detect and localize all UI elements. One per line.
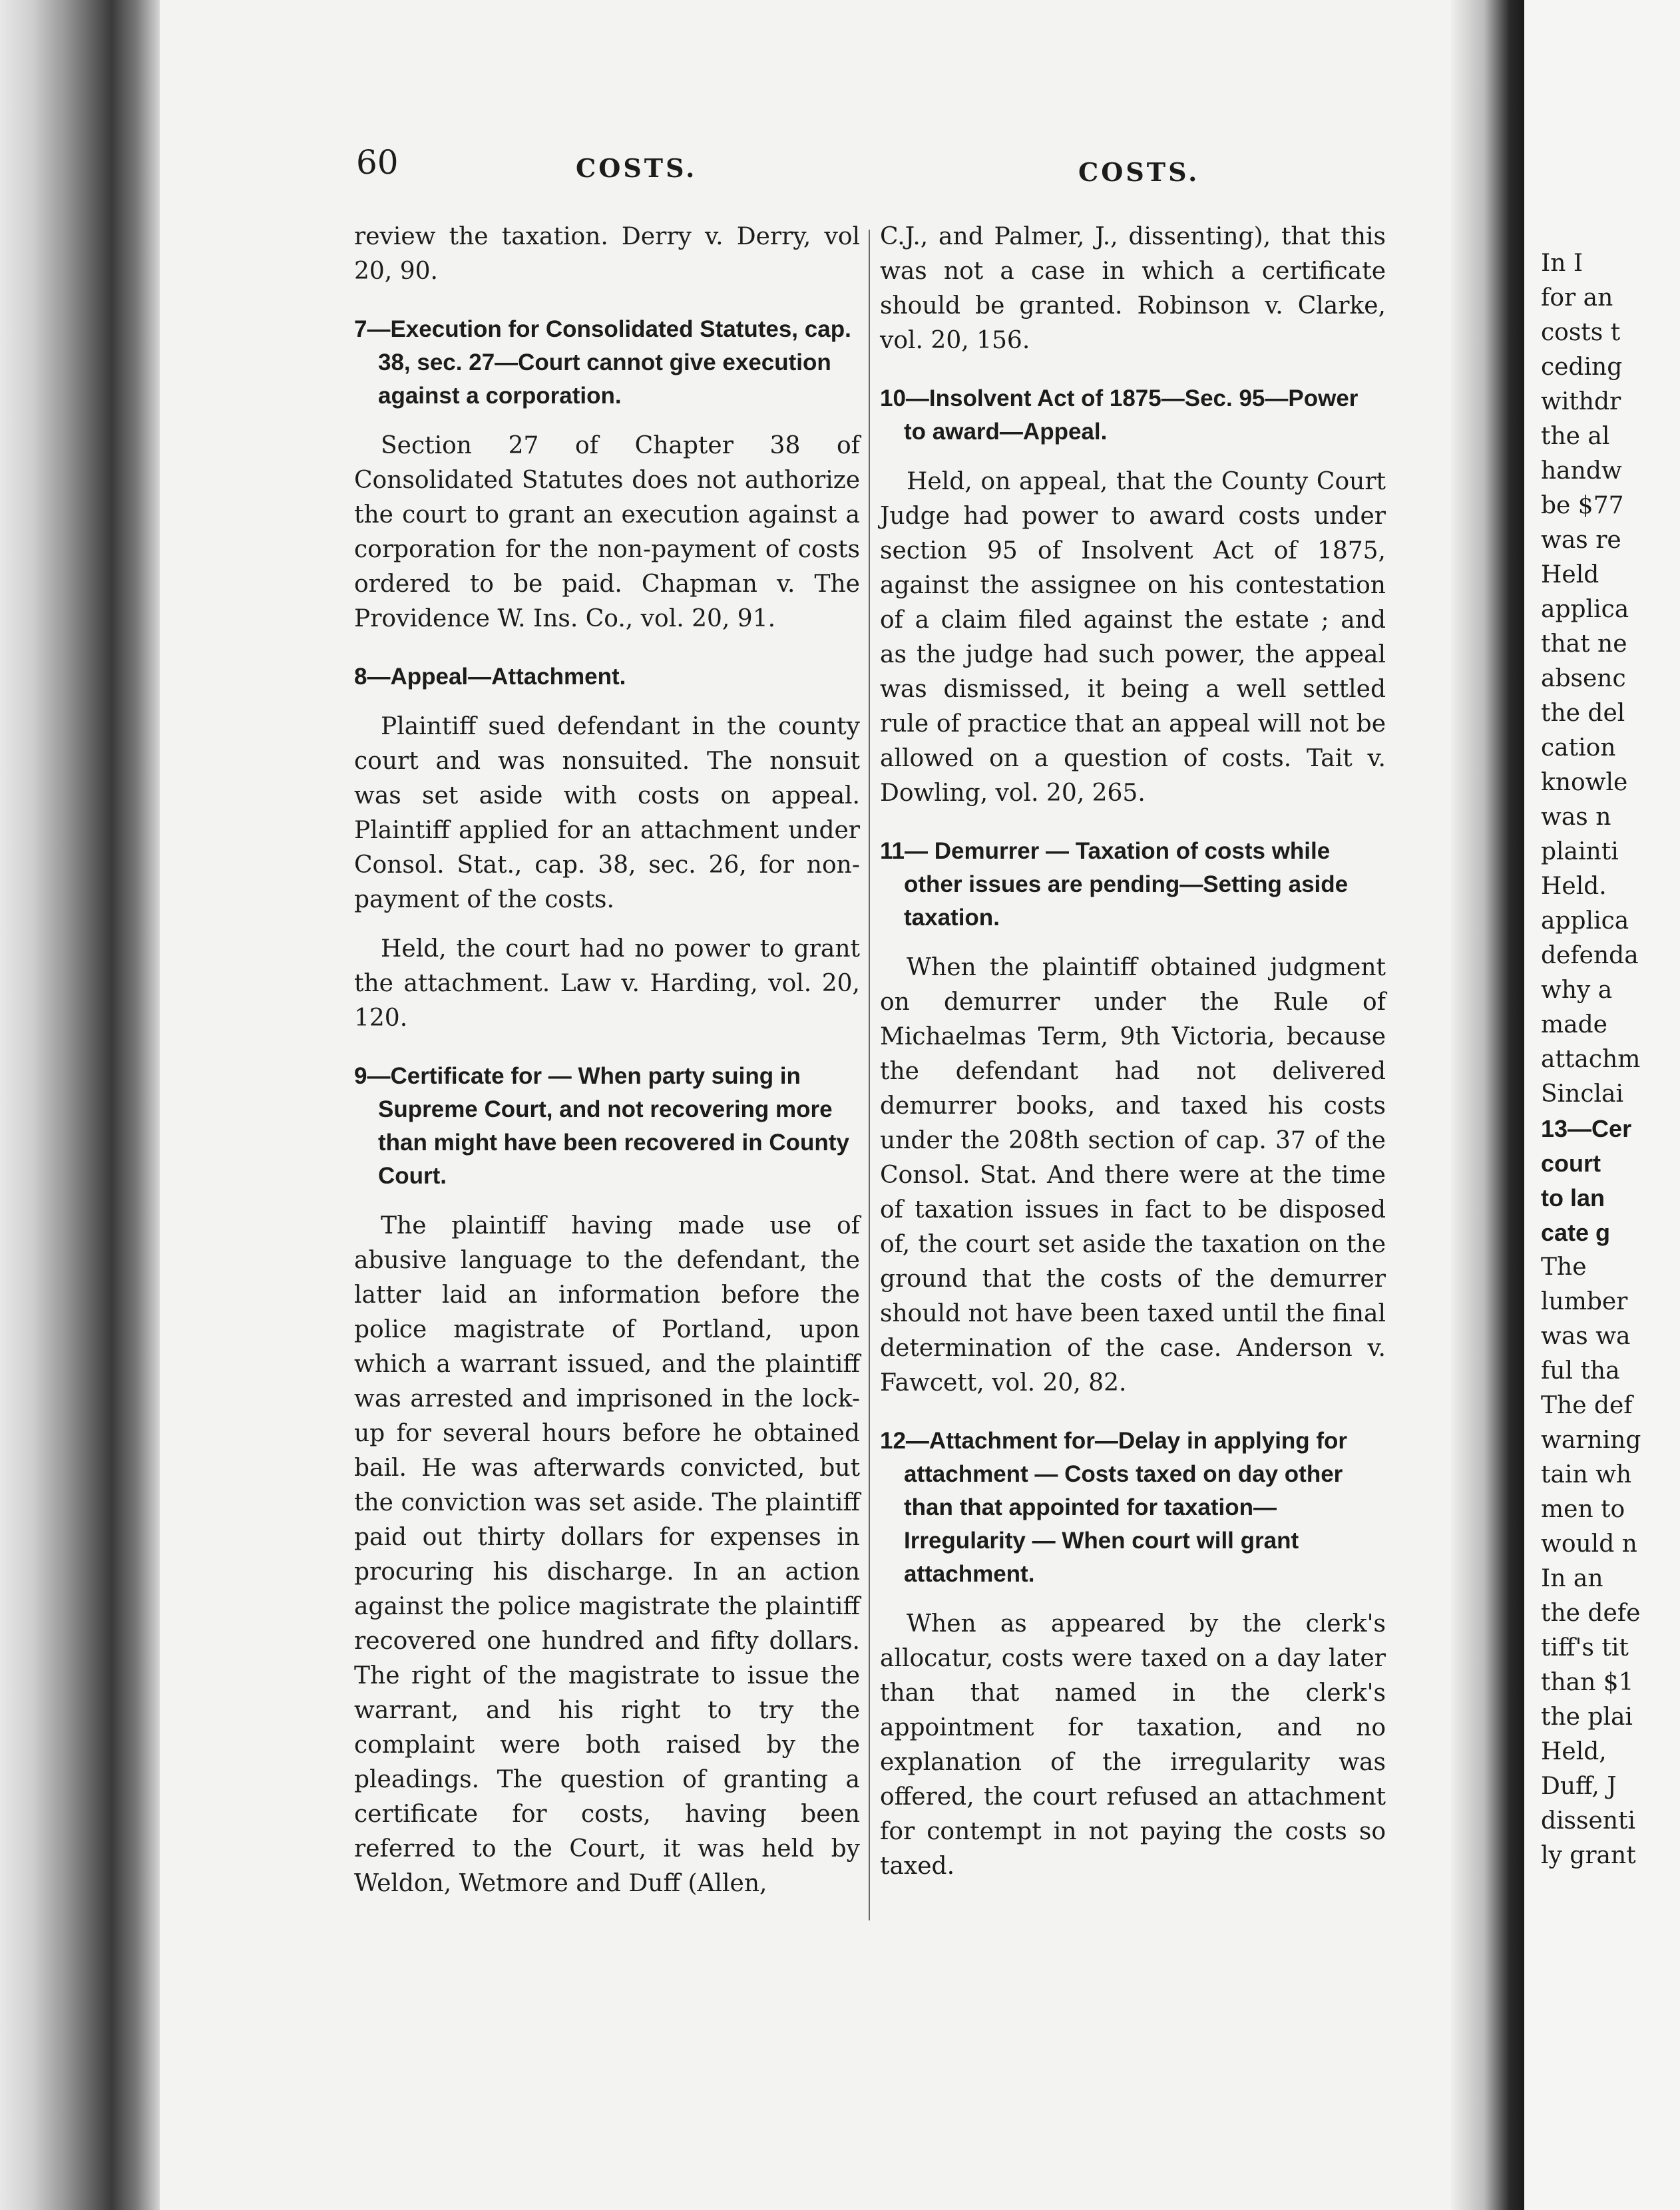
facing-line: would n <box>1541 1530 1637 1558</box>
heading-7: 7—Execution for Consolidated Statutes, cap. 38, sec. 27—Court cannot give execution against a corporation. <box>354 316 851 409</box>
facing-line: Held, <box>1541 1738 1607 1765</box>
facing-line: was re <box>1541 527 1621 554</box>
running-head-right: COSTS. <box>1078 157 1200 187</box>
facing-line: ceding <box>1541 353 1623 381</box>
page-number: 60 <box>356 143 399 182</box>
heading-12: 12—Attachment for—Delay in applying for attachment — Costs taxed on day other than that appointed for taxation—Irregularity — When court will grant attachment. <box>880 1428 1348 1587</box>
facing-line: In I <box>1541 250 1583 277</box>
running-head-left: COSTS. <box>576 153 698 183</box>
facing-line: Sinclai <box>1541 1080 1624 1108</box>
facing-line: cation <box>1541 734 1616 762</box>
facing-line: that ne <box>1541 630 1627 658</box>
facing-line: the plai <box>1541 1703 1633 1731</box>
facing-line: tain wh <box>1541 1461 1632 1488</box>
facing-line: to lan <box>1541 1184 1605 1212</box>
facing-line: applica <box>1541 596 1629 623</box>
paragraph-7: Section 27 of Chapter 38 of Consolidated Statutes does not authorize the court to grant an execution against a corporation for the non-payment of costs ordered to be paid. Chapman v. The Providence W. Ins. Co., vol. 20, 91. <box>354 432 860 632</box>
facing-line: The <box>1541 1253 1587 1281</box>
facing-page-text <box>1541 246 1641 1873</box>
left-column <box>354 220 860 1916</box>
facing-line: ly grant <box>1541 1842 1636 1869</box>
right-column <box>880 220 1386 1898</box>
facing-line: dissenti <box>1541 1807 1635 1835</box>
facing-line: defenda <box>1541 942 1639 969</box>
facing-line: why a <box>1541 977 1613 1004</box>
column-divider <box>869 230 870 1920</box>
book-edge <box>0 0 160 2210</box>
facing-line: made <box>1541 1011 1607 1038</box>
facing-line: 13—Cer <box>1541 1115 1632 1142</box>
facing-line: than $1 <box>1541 1669 1634 1696</box>
facing-line: Held <box>1541 561 1599 588</box>
paragraph-continued: C.J., and Palmer, J., dissenting), that this was not a case in which a certificate should be granted. Robinson v. Clarke, vol. 20, 156. <box>880 223 1386 354</box>
facing-line: lumber <box>1541 1288 1628 1315</box>
facing-line: tiff's tit <box>1541 1634 1629 1661</box>
facing-page <box>1524 0 1680 2210</box>
facing-line: court <box>1541 1150 1601 1177</box>
paragraph-11: When the plaintiff obtained judgment on demurrer under the Rule of Michaelmas Term, 9th Victoria, because the defendant had not delivered demurrer books, and taxed his costs under the 208th section of cap. 37 of the Consol. Stat. And there were at the time of taxation issues in fact to be disposed of, the court set aside the taxation on the ground that the costs of the demurrer should not have been taxed until the final determination of the case. Anderson v. Fawcett, vol. 20, 82. <box>880 954 1386 1397</box>
facing-line: Duff, J <box>1541 1773 1617 1800</box>
facing-line: for an <box>1541 284 1613 312</box>
paragraph-8a: Plaintiff sued defendant in the county court and was nonsuited. The nonsuit was set aside with costs on appeal. Plaintiff applied for an attachment under Consol. Stat., cap. 38, sec. 26, for non-payment of the costs. <box>354 713 860 913</box>
facing-line: was wa <box>1541 1323 1631 1350</box>
paragraph-10: Held, on appeal, that the County Court Judge had power to award costs under section 95 of Insolvent Act of 1875, against the assignee on his contestation of a claim filed against the estate ; and as the judge had such power, the appeal was dismissed, it being a well settled rule of practice that an appeal will not be allowed on a question of costs. Tait v. Dowling, vol. 20, 265. <box>880 468 1386 807</box>
facing-line: withdr <box>1541 388 1621 415</box>
facing-line: was n <box>1541 803 1611 831</box>
heading-10: 10—Insolvent Act of 1875—Sec. 95—Power to award—Appeal. <box>880 385 1359 445</box>
paragraph-intro: review the taxation. Derry v. Derry, vol 20, 90. <box>354 223 860 285</box>
facing-line: costs t <box>1541 319 1621 346</box>
facing-line: be $77 <box>1541 492 1624 519</box>
facing-line: men to <box>1541 1496 1625 1523</box>
facing-line: the al <box>1541 423 1610 450</box>
paragraph-12: When as appeared by the clerk's allocatur, costs were taxed on a day later than that named in the clerk's appointment for taxation, and no explanation of the irregularity was offered, the court refused an attachment for contempt in not paying the costs so taxed. <box>880 1610 1386 1880</box>
book-gutter <box>1451 0 1524 2210</box>
facing-line: attachm <box>1541 1046 1641 1073</box>
paragraph-9: The plaintiff having made use of abusive language to the defendant, the latter laid an information before the police magistrate of Portland, upon which a warrant issued, and the plaintiff was arrested and imprisoned in the lock-up for several hours before he obtained bail. He was afterwards convicted, but the conviction was set aside. The plaintiff paid out thirty dollars for expenses in procuring his discharge. In an action against the police magistrate the plaintiff recovered one hundred and fifty dollars. The right of the magistrate to issue the warrant, and his right to try the complaint were both raised by the pleadings. The question of granting a certificate for costs, having been referred to the Court, it was held by Weldon, Wetmore and Duff (Allen, <box>354 1212 860 1897</box>
heading-11: 11— Demurrer — Taxation of costs while other issues are pending—Setting aside taxation. <box>880 838 1349 931</box>
facing-line: plainti <box>1541 838 1619 865</box>
facing-line: applica <box>1541 907 1629 935</box>
paragraph-8b: Held, the court had no power to grant the attachment. Law v. Harding, vol. 20, 120. <box>354 935 860 1032</box>
heading-9: 9—Certificate for — When party suing in Supreme Court, and not recovering more than might have been recovered in County Court. <box>354 1063 849 1189</box>
facing-line: absenc <box>1541 665 1626 692</box>
facing-line: Held. <box>1541 873 1607 900</box>
facing-line: ful tha <box>1541 1357 1620 1385</box>
facing-line: handw <box>1541 457 1622 485</box>
facing-line: the defe <box>1541 1600 1641 1627</box>
facing-line: The def <box>1541 1392 1633 1419</box>
heading-8: 8—Appeal—Attachment. <box>354 664 626 690</box>
facing-line: knowle <box>1541 769 1628 796</box>
facing-line: warning <box>1541 1427 1641 1454</box>
facing-line: In an <box>1541 1565 1603 1592</box>
facing-line: the del <box>1541 700 1625 727</box>
facing-line: cate g <box>1541 1219 1611 1246</box>
